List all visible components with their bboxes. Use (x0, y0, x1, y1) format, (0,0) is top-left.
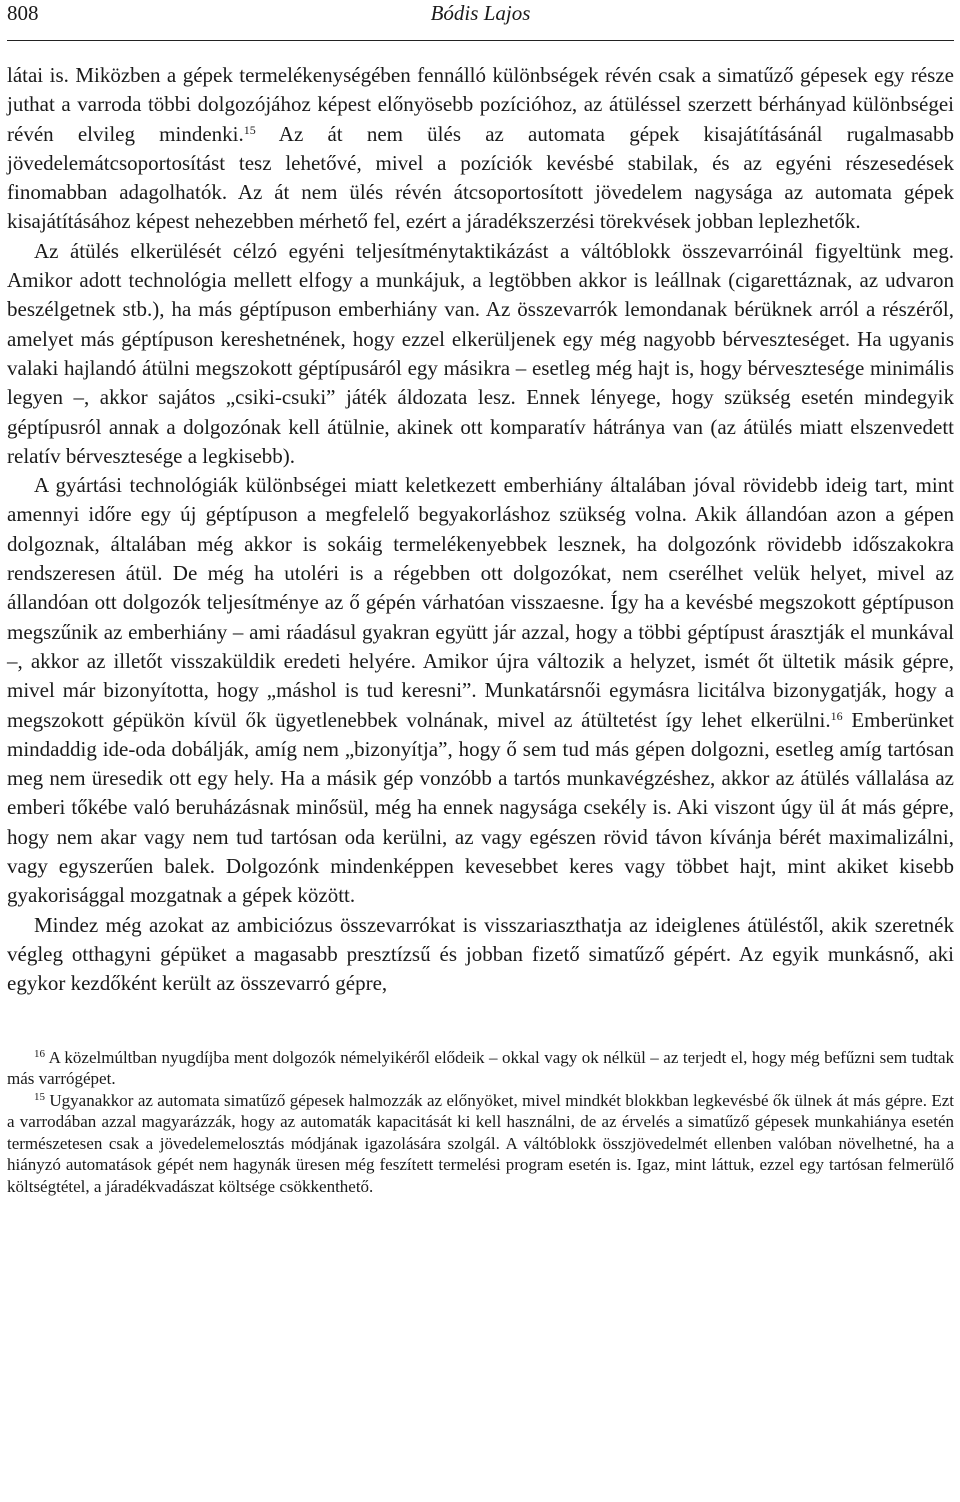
document-page (7, 0, 954, 1197)
footnote (7, 1090, 954, 1198)
paragraph-text: Emberünket mindaddig ide-oda dobálják, amíg nem „bizonyítja”, hogy ő sem tud más gépen dolgozni, esetleg amíg tartósan meg nem üresedik ott egy hely. Ha a másik gép vonzóbb a tartós munkavégzéshez, akkor az átülés vállalása az emberi tőkébe való beruházásnak minősül, még ha ennek nagysága csekély is. Aki viszont úgy ül át más gépre, hogy nem akar vagy nem tud tartósan oda kerülni, az vagy egészen rövid távon kívánja bérét maximalizálni, vagy egyszerűen balek. Dolgozónk mindenképpen kevesebbet keres vagy többet hajt, mint akiket kisebb gyakorisággal mozgatnak a gépek között. (7, 707, 954, 908)
paragraph (7, 61, 954, 237)
footnote-number: 16 (34, 1047, 45, 1060)
paragraph-text: Az át nem ülés az automata gépek kisajátításánál rugalmasabb jövedelemátcsoportosítást tesz lehetővé, mivel a pozíciók kevésbé stabilak, és az egyéni részesedések finomabban adagolhatók. Az át nem ülés révén átcsoportosított jövedelem nagysága az automata gépek kisajátításához képest nehezebben mérhető fel, ezért a járadékszerzési törekvések jobban leplezhetők. (7, 121, 954, 234)
paragraph-text: Az átülés elkerülését célzó egyéni teljesítménytaktikázást a váltóblokk összevarróinál figyeltünk meg. Amikor adott technológia mellett elfogy a munkájuk, a legtöbben akkor is leállnak (cigarettáznak, az udvaron beszélgetnek stb.), ha más géptípuson emberhiány van. Az összevarrók lemondanak bérüknek arról a részéről, amelyet más géptípuson kereshetnének, hogy ezzel elkerüljenek egy még nagyobb bérveszteséget. Ha ugyanis valaki hajlandó átülni megszokott géptípusáról egy másikra – esetleg még hajt is, hogy bérvesztesége minimális legyen –, akkor sajátos „csiki-csuki” játék áldozata lesz. Ennek lényege, hogy szükség esetén mindegyik géptípusról annak a dolgozónak kell átülnie, akinek ott komparatív hátránya van (az átülés miatt elszenvedett relatív bérvesztesége a legkisebb). (7, 238, 954, 468)
paragraph (7, 237, 954, 471)
paragraph-text: látai is. Miközben a gépek termelékenységében fennálló különbségek révén csak a simatűző gépesek egy része juthat a varroda többi dolgozójához képest előnyösebb pozícióhoz, az átüléssel szerzett bérhányad különbségei révén elvileg mindenki. (7, 63, 954, 146)
footnote-ref: 16 (830, 708, 843, 723)
footnote-ref: 15 (243, 122, 256, 137)
paragraph (7, 911, 954, 999)
running-title: Bódis Lajos (430, 1, 531, 25)
paragraph-text: Mindez még azokat az ambiciózus összevarrókat is visszariaszthatja az ideiglenes átüléstől, akik szeretnék végleg otthagyni gépüket a magasabb presztízsű és jobban fizető simatűző gépért. Az egyik munkásnő, aki egykor kezdőként került az összevarró gépre, (7, 912, 954, 996)
page-number: 808 (7, 1, 39, 25)
paragraph (7, 471, 954, 910)
page-header (7, 0, 954, 41)
footnote-number: 15 (34, 1090, 45, 1103)
paragraph-text: A gyártási technológiák különbségei miatt keletkezett emberhiány általában jóval rövidebb ideig tart, mint amennyi időre egy új géptípuson a megfelelő begyakorláshoz szükség volna. Akik állandóan azon a gépen dolgoznak, általában még akkor is sokáig termelékenyebbek lesznek, ha dolgozónk rövidebb időszakokra rendszeresen átül. De még ha utoléri is a régebben ott dolgozókat, nem cserélhet velük helyet, mivel az állandóan ott dolgozók teljesítménye az ő gépén várhatóan visszaesne. Így ha a kevésbé megszokott géptípuson megszűnik az emberhiány – ami ráadásul gyakran együtt jár azzal, hogy a többi géptípust árasztják el munkával –, akkor az illetőt visszaküldik eredeti helyére. Amikor újra változik a helyzet, ismét őt ültetik másik gépre, mivel már bizonyította, hogy „máshol is tud keresni”. Munkatársnői egymásra licitálva bizonygatják, hogy a megszokott gépükön kívül ők ügyetlenebbek volnának, mivel az átültetést így lehet elkerülni. (7, 473, 954, 732)
footnotes (7, 1047, 954, 1198)
footnote (7, 1047, 954, 1090)
body-text (7, 61, 954, 999)
footnote-text: Ugyanakkor az automata simatűző gépesek halmozzák az előnyöket, mivel mindkét blokkban legkevésbé ők ülnek át más gépre. Ezt a varrodában azzal magyarázzák, hogy az automaták kapacitását ki kell használni, de az érvelés a simatűző gépesek munkahiánya esetén természetesen csak a jövedelemelosztás módjának igazolására szolgál. A váltóblokk összjövedelmét ellenben valóban növelhetné, ha a hiányzó automatások gépét nem hagynák üresen még feszített termelési program esetén is. Igaz, mint láttuk, ezzel egy tartósan felmerülő költségtétel, a járadékvadászat költsége csökkenthető. (7, 1090, 954, 1196)
footnote-text: A közelmúltban nyugdíjba ment dolgozók némelyikéről elődeik – okkal vagy ok nélkül – az terjedt el, hogy még befűzni sem tudtak más varrógépet. (7, 1047, 954, 1088)
